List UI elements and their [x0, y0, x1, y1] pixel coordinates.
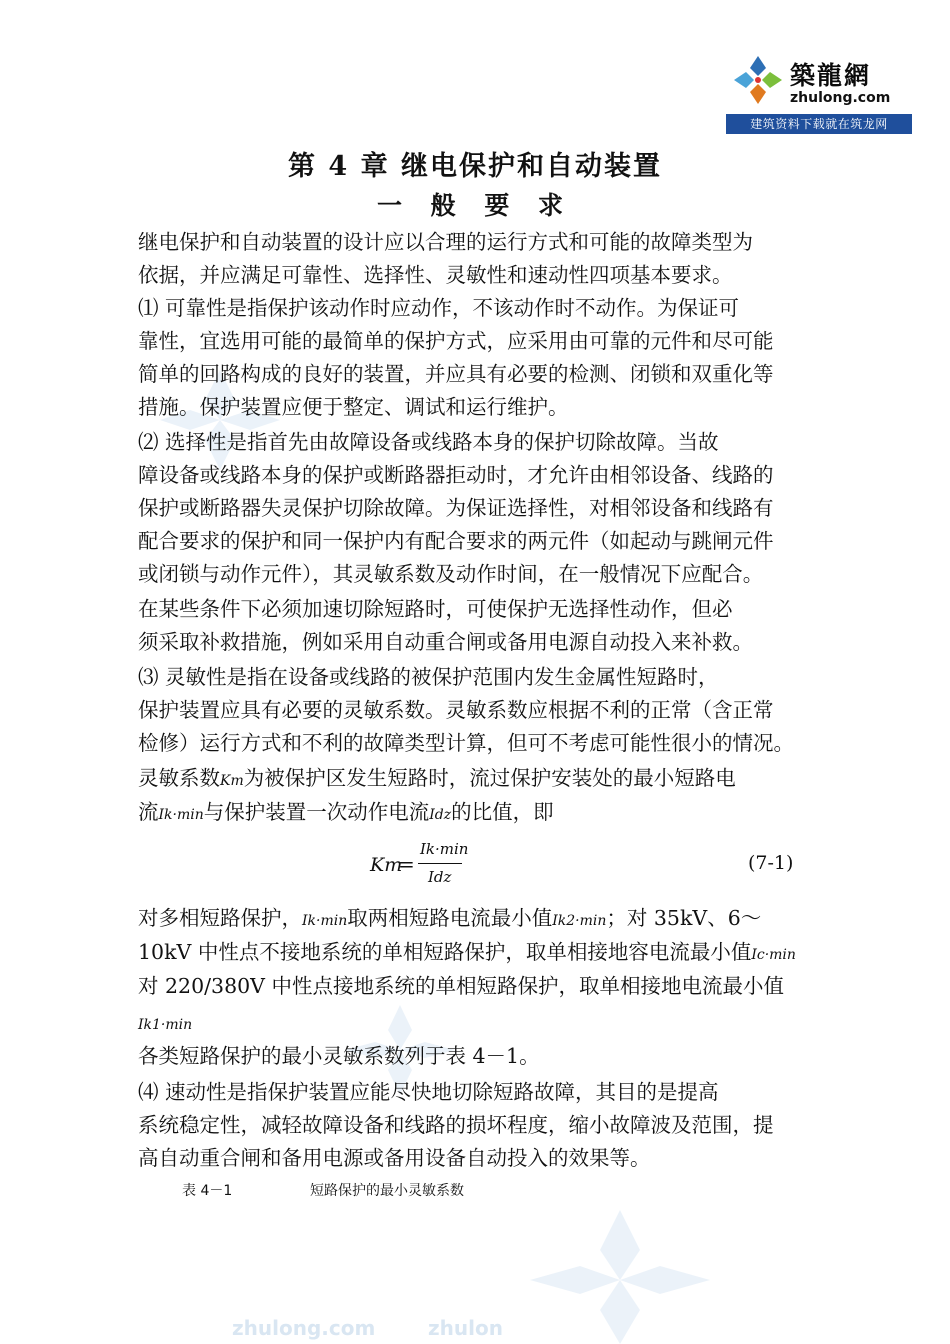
body-line: 须采取补救措施，例如采用自动重合闸或备用电源自动投入来补救。: [138, 630, 753, 654]
logo-domain: zhulong.com: [790, 90, 891, 106]
multi-line-1: [138, 902, 838, 938]
body-line: ⑶ 灵敏性是指在设备或线路的被保护范围内发生金属性短路时，: [138, 665, 719, 689]
formula-denominator: Idz: [428, 868, 452, 886]
body-line: 在某些条件下必须加速切除短路时，可使保护无选择性动作，但必: [138, 597, 733, 621]
km-symbol: Km: [220, 773, 244, 789]
body-line: 保护装置应具有必要的灵敏系数。灵敏系数应根据不利的正常（含正常: [138, 698, 774, 722]
body-line: ⑷ 速动性是指保护装置应能尽快地切除短路故障，其目的是提高: [138, 1080, 719, 1104]
body-line: 靠性，宜选用可能的最简单的保护方式，应采用由可靠的元件和尽可能: [138, 329, 774, 353]
flow-line: [138, 796, 838, 832]
multi-text: ；对 35kV、6～: [606, 906, 762, 930]
logo-top: [726, 48, 912, 114]
idz-symbol: Idz: [429, 807, 452, 823]
icmin-symbol: Ic·min: [751, 947, 796, 963]
zhulong-logo[interactable]: [726, 48, 912, 134]
body-line: 继电保护和自动装置的设计应以合理的运行方式和可能的故障类型为: [138, 230, 753, 254]
body-line: 保护或断路器失灵保护切除故障。为保证选择性，对相邻设备和线路有: [138, 496, 774, 520]
flow-text: 与保护装置一次动作电流: [203, 800, 430, 824]
logo-mark-icon: [732, 54, 784, 106]
multi-line-3: 对 220/380V 中性点接地系统的单相短路保护，取单相接地电流最小值: [138, 974, 784, 998]
watermark-text: zhulon: [428, 1316, 503, 1340]
watermark-snowflake-icon: [500, 1200, 740, 1344]
table-caption-label: 表 4－1: [182, 1183, 233, 1199]
body-line: 检修）运行方式和不利的故障类型计算，但可不考虑可能性很小的情况。: [138, 731, 794, 755]
km-line: [138, 762, 838, 798]
flow-text: 流: [138, 800, 159, 824]
body-line: ⑵ 选择性是指首先由故障设备或线路本身的保护切除故障。当故: [138, 430, 719, 454]
body-line: 简单的回路构成的良好的装置，并应具有必要的检测、闭锁和双重化等: [138, 362, 774, 386]
multi-line-2: [138, 936, 838, 972]
body-line: ⑴ 可靠性是指保护该动作时应动作，不该动作时不动作。为保证可: [138, 296, 740, 320]
km-suffix: 为被保护区发生短路时，流过保护安装处的最小短路电: [243, 766, 736, 790]
ikmin-symbol: Ik·min: [302, 913, 348, 929]
formula-lhs: Km: [370, 854, 403, 876]
logo-name: 築龍網: [790, 61, 872, 90]
fraction-bar: [418, 863, 462, 864]
body-line: 依据，并应满足可靠性、选择性、灵敏性和速动性四项基本要求。: [138, 263, 733, 287]
multi-line-4: [138, 1006, 838, 1042]
body-line: 各类短路保护的最小灵敏系数列于表 4－1。: [138, 1044, 540, 1068]
multi-text: 10kV 中性点不接地系统的单相短路保护，取单相接地容电流最小值: [138, 940, 752, 964]
body-line: 障设备或线路本身的保护或断路器拒动时，才允许由相邻设备、线路的: [138, 463, 774, 487]
body-line: 配合要求的保护和同一保护内有配合要求的两元件（如起动与跳闸元件: [138, 529, 774, 553]
formula-numerator: Ik·min: [420, 840, 469, 858]
body-line: 高自动重合闸和备用电源或备用设备自动投入的效果等。: [138, 1146, 651, 1170]
multi-text: 取两相短路电流最小值: [347, 906, 553, 930]
body-line: 或闭锁与动作元件），其灵敏系数及动作时间，在一般情况下应配合。: [138, 562, 764, 586]
formula-tag: (7-1): [748, 852, 794, 874]
ik1min-symbol: Ik1·min: [138, 1017, 193, 1033]
section-title: 一 般 要 求: [376, 191, 574, 220]
ik2min-symbol: Ik2·min: [552, 913, 607, 929]
km-prefix: 灵敏系数: [138, 766, 220, 790]
formula-eq: =: [398, 852, 415, 876]
body-line: 系统稳定性，减轻故障设备和线路的损坏程度，缩小故障波及范围，提: [138, 1113, 774, 1137]
table-caption-text: 短路保护的最小灵敏系数: [310, 1183, 464, 1199]
flow-text: 的比值，即: [451, 800, 554, 824]
ikmin-symbol: Ik·min: [158, 807, 204, 823]
watermark-text: zhulong.com: [232, 1316, 376, 1340]
chapter-title: 第 4 章 继电保护和自动装置: [288, 151, 662, 182]
formula-7-1: [370, 840, 470, 896]
multi-text: 对多相短路保护，: [138, 906, 302, 930]
logo-slogan: 建筑资料下载就在筑龙网: [726, 114, 912, 134]
body-line: 措施。保护装置应便于整定、调试和运行维护。: [138, 395, 569, 419]
